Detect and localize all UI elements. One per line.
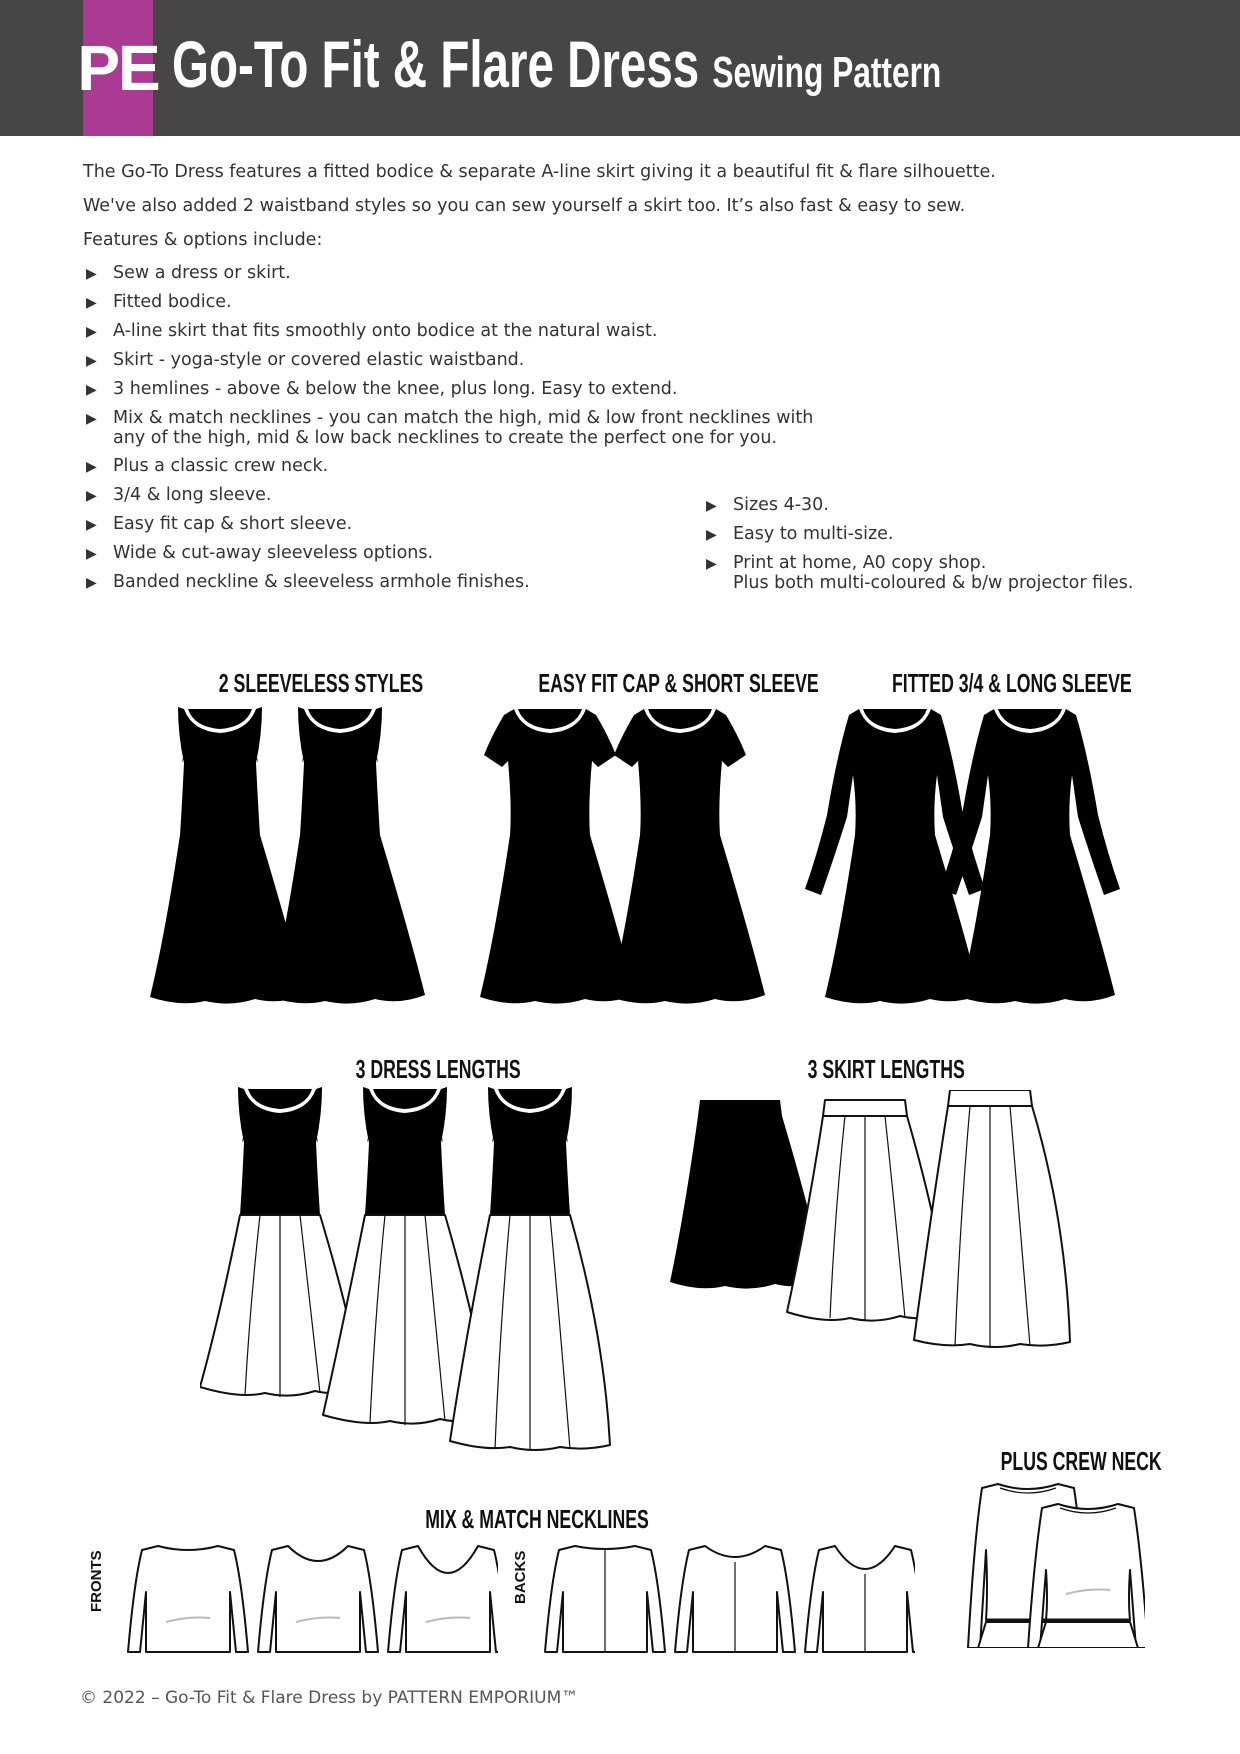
- triangle-right-icon: ▶: [86, 517, 97, 533]
- pe-logo: PE: [83, 0, 153, 136]
- triangle-right-icon: ▶: [706, 556, 717, 572]
- skirt-lengths-illustration: [650, 1090, 1080, 1360]
- list-item: ▶ Skirt - yoga-style or covered elastic waistband.: [86, 350, 525, 370]
- page-header: [0, 0, 1240, 136]
- list-item: ▶ Easy fit cap & short sleeve.: [86, 514, 353, 534]
- triangle-right-icon: ▶: [86, 353, 97, 369]
- list-item: ▶ Sew a dress or skirt.: [86, 263, 291, 283]
- title-text: Go-To Fit & Flare Dress: [172, 27, 700, 101]
- dress-lengths-illustration: [200, 1085, 620, 1455]
- triangle-right-icon: ▶: [706, 527, 717, 543]
- caption-necklines: MIX & MATCH NECKLINES: [425, 1504, 649, 1534]
- list-item: ▶ Fitted bodice.: [86, 292, 232, 312]
- caption-sleeveless: 2 SLEEVELESS STYLES: [218, 668, 424, 698]
- caption-crew-neck: PLUS CREW NECK: [1000, 1446, 1162, 1476]
- triangle-right-icon: ▶: [86, 266, 97, 282]
- title-subtitle: Sewing Pattern: [712, 48, 942, 97]
- caption-skirt-lengths: 3 SKIRT LENGTHS: [807, 1054, 965, 1084]
- caption-cap-short-sleeve: EASY FIT CAP & SHORT SLEEVE: [538, 668, 819, 698]
- triangle-right-icon: ▶: [706, 498, 717, 514]
- cap-short-sleeve-dresses-illustration: [460, 700, 780, 1010]
- triangle-right-icon: ▶: [86, 324, 97, 340]
- list-item: ▶ Plus a classic crew neck.: [86, 456, 329, 476]
- features-list-right: [703, 495, 1133, 601]
- triangle-right-icon: ▶: [86, 459, 97, 475]
- list-item: ▶ Wide & cut-away sleeveless options.: [86, 543, 434, 563]
- triangle-right-icon: ▶: [86, 546, 97, 562]
- triangle-right-icon: ▶: [86, 575, 97, 591]
- triangle-right-icon: ▶: [86, 295, 97, 311]
- caption-dress-lengths: 3 DRESS LENGTHS: [355, 1054, 521, 1084]
- list-item: ▶ Sizes 4-30.: [706, 495, 829, 515]
- label-backs: BACKS: [512, 1550, 529, 1604]
- footer-copyright: © 2022 – Go-To Fit & Flare Dress by PATTERN EMPORIUM™: [80, 1688, 579, 1708]
- page-title: [172, 26, 941, 102]
- list-item: ▶ 3 hemlines - above & below the knee, plus long. Easy to extend.: [86, 379, 678, 399]
- sleeveless-dresses-illustration: [140, 700, 430, 1010]
- long-sleeve-dresses-illustration: [800, 700, 1140, 1010]
- intro-paragraph-1: The Go-To Dress features a fitted bodice & separate A-line skirt giving it a beautiful fit & flare silhouette.: [83, 162, 996, 182]
- list-item: ▶ Mix & match necklines - you can match the high, mid & low front necklines with any of the high, mid & low back necklines to create the perfect one for you.: [86, 408, 814, 448]
- list-item: ▶ 3/4 & long sleeve.: [86, 485, 272, 505]
- triangle-right-icon: ▶: [86, 411, 97, 427]
- list-item: ▶ Easy to multi-size.: [706, 524, 894, 544]
- list-item: ▶ Banded neckline & sleeveless armhole finishes.: [86, 572, 530, 592]
- front-necklines-illustration: [118, 1540, 498, 1655]
- caption-fitted-long-sleeve: FITTED 3/4 & LONG SLEEVE: [892, 668, 1132, 698]
- crew-neck-illustration: [960, 1478, 1145, 1648]
- list-item: ▶ Print at home, A0 copy shop. Plus both multi-coloured & b/w projector files.: [706, 553, 1134, 593]
- label-fronts: FRONTS: [88, 1550, 105, 1612]
- features-heading: Features & options include:: [83, 230, 323, 250]
- back-necklines-illustration: [535, 1540, 915, 1655]
- triangle-right-icon: ▶: [86, 488, 97, 504]
- intro-paragraph-2: We've also added 2 waistband styles so you can sew yourself a skirt too. It’s also fast & easy to sew.: [83, 196, 966, 216]
- triangle-right-icon: ▶: [86, 382, 97, 398]
- list-item: ▶ A-line skirt that fits smoothly onto bodice at the natural waist.: [86, 321, 658, 341]
